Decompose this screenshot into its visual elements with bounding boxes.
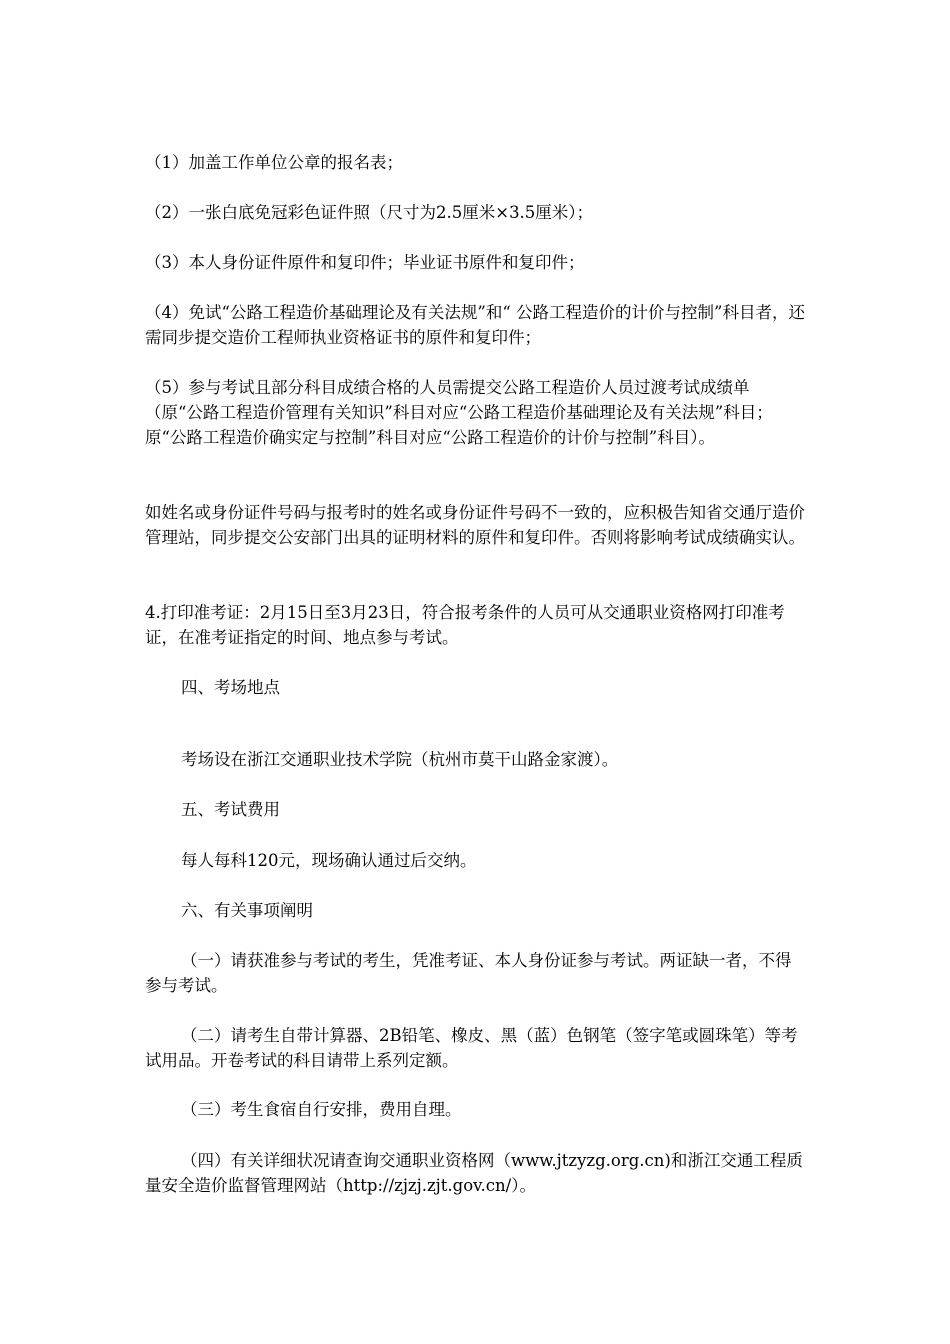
note-item-4: （四）有关详细状况请查询交通职业资格网（www.jtzyzg.org.cn)和浙江交通工程质量安全造价监督管理网站（http://zjzj.zjt.gov.cn/）。: [145, 1151, 803, 1195]
requirement-item-5: （5）参与考试且部分科目成绩合格的人员需提交公路工程造价人员过渡考试成绩单（原“公路工程造价管理有关知识”科目对应“公路工程造价基础理论及有关法规”科目；原“公路工程造价确实定与控制”科目对应“公路工程造价的计价与控制”科目）。: [145, 378, 773, 447]
name-mismatch-note: 如姓名或身份证件号码与报考时的姓名或身份证件号码不一致的，应积极告知省交通厅造价管理站，同步提交公安部门出具的证明材料的原件和复印件。否则将影响考试成绩确实认。: [145, 503, 805, 547]
section-5-body: 每人每科120元，现场确认通过后交纳。: [181, 851, 477, 870]
section-5-heading: 五、考试费用: [181, 800, 280, 819]
requirement-item-2: （2）一张白底免冠彩色证件照（尺寸为2.5厘米×3.5厘米）；: [145, 203, 594, 222]
requirement-item-3: （3）本人身份证件原件和复印件；毕业证书原件和复印件；: [145, 253, 585, 272]
section-6-heading: 六、有关事项阐明: [181, 901, 313, 920]
section-4-heading: 四、考场地点: [181, 678, 280, 697]
section-4-body: 考场设在浙江交通职业技术学院（杭州市莫干山路金家渡）。: [181, 750, 619, 769]
note-item-1: （一）请获准参与考试的考生，凭准考证、本人身份证参与考试。两证缺一者，不得参与考试。: [145, 951, 792, 995]
note-item-3: （三）考生食宿自行安排，费用自理。: [181, 1100, 462, 1119]
requirement-item-1: （1）加盖工作单位公章的报名表；: [145, 153, 403, 172]
print-admission-ticket: 4.打印准考证：2月15日至3月23日，符合报考条件的人员可从交通职业资格网打印准考证，在准考证指定的时间、地点参与考试。: [145, 603, 785, 647]
note-item-2: （二）请考生自带计算器、2B铅笔、橡皮、黑（蓝）色钢笔（签字笔或圆珠笔）等考试用品。开卷考试的科目请带上系列定额。: [145, 1026, 798, 1070]
requirement-item-4: （4）免试“公路工程造价基础理论及有关法规”和“ 公路工程造价的计价与控制”科目者，还需同步提交造价工程师执业资格证书的原件和复印件；: [145, 303, 805, 347]
